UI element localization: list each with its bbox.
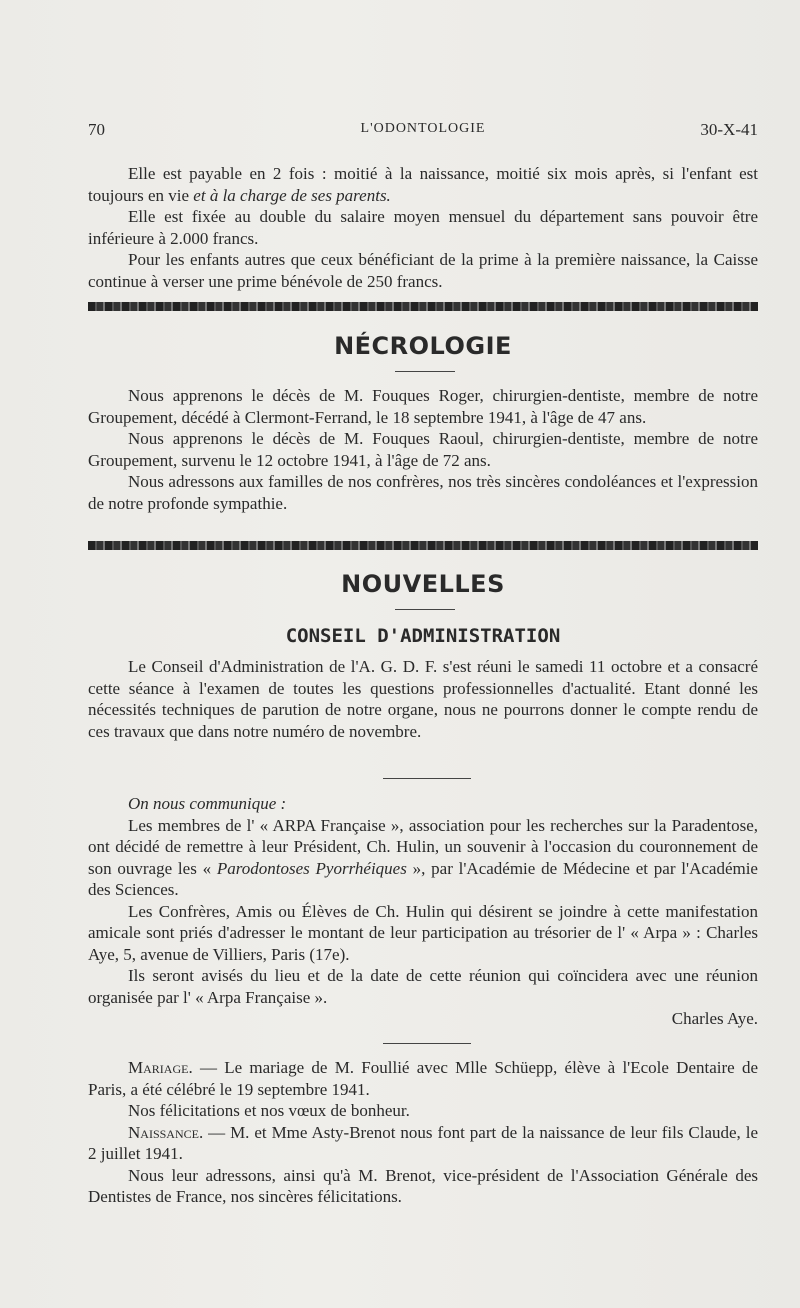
- communique-text: », par l'Académie de Médecine et par l'Académie des Sciences.: [88, 858, 758, 899]
- necrologie-title: NÉCROLOGIE: [334, 332, 512, 360]
- rule-separator: [383, 778, 471, 779]
- necrologie-paragraph: Nous apprenons le décès de M. Fouques Raoul, chirurgien-dentiste, membre de notre Groupement, survenu le 12 octobre 1941, à l'âge de 72 ans.: [88, 429, 758, 470]
- journal-title: L'ODONTOLOGIE: [360, 121, 486, 136]
- communique-paragraph: [88, 815, 758, 901]
- signature: Charles Aye.: [671, 1009, 758, 1028]
- mariage-label: Mariage.: [128, 1058, 193, 1077]
- mariage-text: — Le mariage de M. Foullié avec Mlle Schüepp, élève à l'Ecole Dentaire de Paris, a été célébré le 19 septembre 1941.: [88, 1058, 758, 1099]
- communique-book-title: Parodontoses Pyorrhéiques: [216, 858, 407, 878]
- announcements-section: [88, 1057, 758, 1208]
- naissance-text: — M. et Mme Asty-Brenot nous font part de la naissance de leur fils Claude, le 2 juillet 1941.: [88, 1122, 758, 1163]
- naissance-paragraph: [88, 1122, 758, 1165]
- title-underline: [395, 609, 455, 610]
- intro-paragraph: Elle est fixée au double du salaire moyen mensuel du département sans pouvoir être inférieure à 2.000 francs.: [88, 207, 758, 248]
- section-divider-band: [88, 302, 758, 311]
- issue-date: 30-X-41: [700, 120, 758, 139]
- naissance-congrats: Nous leur adressons, ainsi qu'à M. Brenot, vice-président de l'Association Générale des Dentistes de France, nos sincères félicitations.: [88, 1165, 758, 1206]
- communique-paragraph: Ils seront avisés du lieu et de la date de cette réunion qui coïncidera avec une réunion organisée par l' « Arpa Française ».: [88, 966, 758, 1007]
- rule-separator: [383, 1043, 471, 1044]
- communique-section: [88, 793, 758, 1030]
- communique-paragraph: Les Confrères, Amis ou Élèves de Ch. Hulin qui désirent se joindre à cette manifestation amicale sont priés d'adresser le montant de leur participation au trésorier de l' « Arpa » : Charles Aye, 5, avenue de Villiers, Paris (17e).: [88, 901, 758, 964]
- necrologie-paragraph: Nous apprenons le décès de M. Fouques Roger, chirurgien-dentiste, membre de notre Groupement, décédé à Clermont-Ferrand, le 18 septembre 1941, à l'âge de 47 ans.: [88, 386, 758, 427]
- mariage-congrats: Nos félicitations et nos vœux de bonheur.: [128, 1101, 410, 1120]
- intro-paragraph: Pour les enfants autres que ceux bénéficiant de la prime à la première naissance, la Caisse continue à verser une prime bénévole de 250 francs.: [88, 250, 758, 291]
- page-header: [88, 120, 758, 144]
- conseil-subtitle: CONSEIL D'ADMINISTRATION: [285, 625, 561, 647]
- intro-paragraph: [88, 163, 758, 206]
- naissance-label: Naissance.: [128, 1122, 204, 1142]
- nouvelles-title: NOUVELLES: [341, 570, 505, 598]
- page-number: 70: [88, 120, 105, 139]
- communique-heading: On nous communique :: [128, 794, 287, 813]
- conseil-section: [88, 656, 758, 742]
- intro-paragraph-italic: et à la charge de ses parents.: [193, 185, 391, 205]
- communique-text: Les membres de l' « ARPA Française », association pour les recherches sur la Paradentose, ont décidé de remettre à leur Président, Ch. Hulin, un souvenir à l'occasion du couronnement de son ouvrage les «: [88, 815, 758, 878]
- necrologie-paragraph: Nous adressons aux familles de nos confrères, nos très sincères condoléances et l'expression de notre profonde sympathie.: [88, 472, 758, 513]
- necrologie-section: [88, 385, 758, 514]
- section-divider-band: [88, 541, 758, 550]
- conseil-paragraph: Le Conseil d'Administration de l'A. G. D. F. s'est réuni le samedi 11 octobre et a consacré cette séance à l'examen de toutes les questions professionnelles d'actualité. Etant donné les nécessités techniques de parution de notre organe, nous ne pourrons donner le compte rendu de ces travaux que dans notre numéro de novembre.: [88, 657, 758, 741]
- intro-section: [88, 163, 758, 292]
- intro-paragraph-text: Elle est payable en 2 fois : moitié à la naissance, moitié six mois après, si l'enfant est toujours en vie: [88, 164, 758, 205]
- title-underline: [395, 371, 455, 372]
- mariage-paragraph: [88, 1057, 758, 1100]
